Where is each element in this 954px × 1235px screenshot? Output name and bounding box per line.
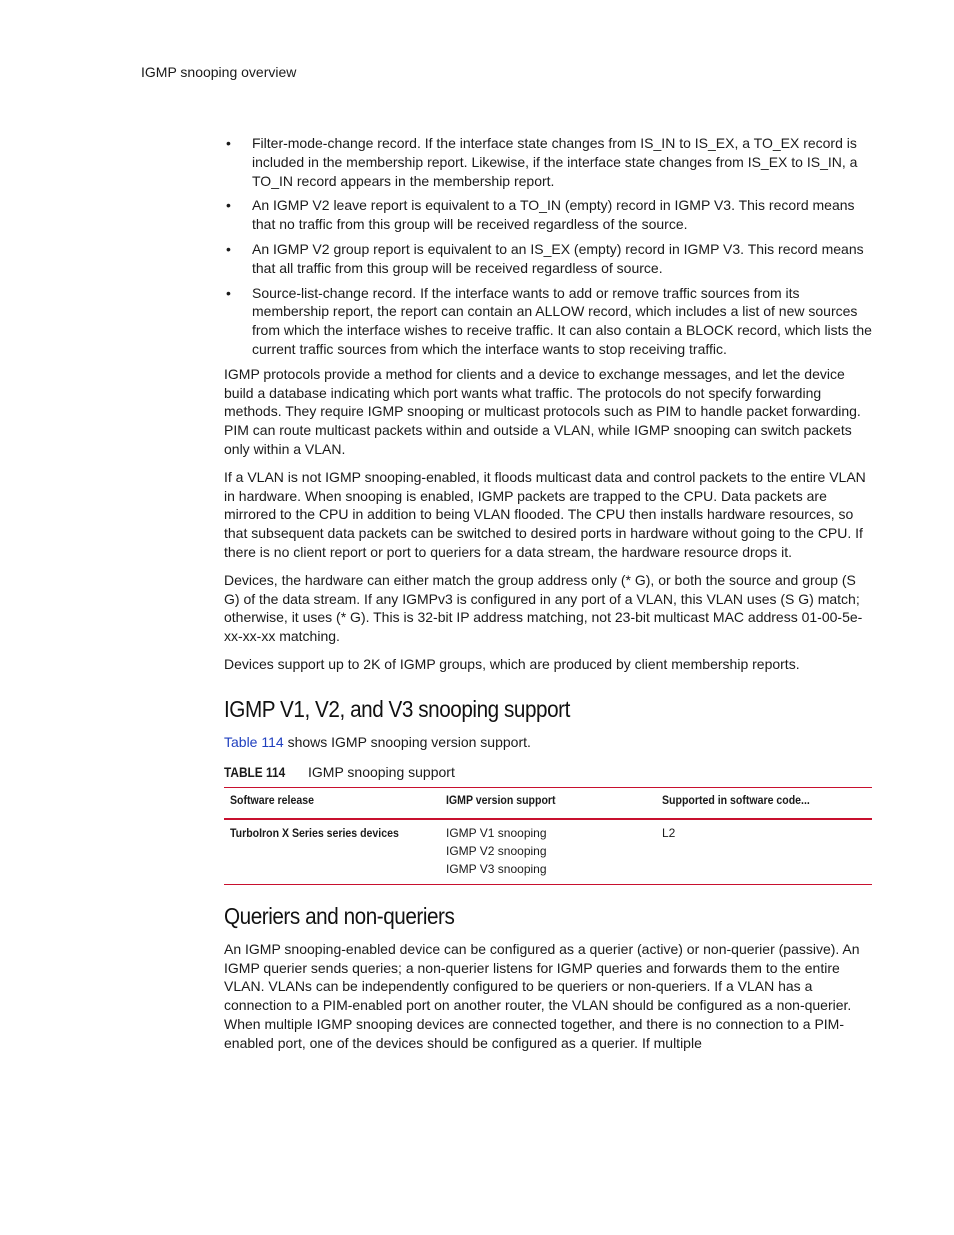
page-content	[224, 134, 872, 1061]
list-item: • Source-list-change record. If the interface wants to add or remove traffic sources from its membership report, the report can contain an ALLOW record, which includes a list of new sources from which the interface wishes to receive traffic. It can also contain a BLOCK record, which lists the current traffic sources from which the interface wants to stop receiving traffic.	[224, 284, 872, 359]
table-label: TABLE 114	[224, 765, 286, 781]
cell-igmp-version	[440, 819, 656, 885]
table-reference-text: shows IGMP snooping version support.	[283, 733, 531, 750]
version-item: IGMP V1 snooping	[446, 825, 547, 840]
igmp-snooping-support-table	[224, 787, 872, 885]
column-header-software-release: Software release	[224, 788, 440, 819]
table-header-row	[224, 788, 872, 819]
version-item: IGMP V3 snooping	[446, 861, 547, 876]
cell-software-release: TurboIron X Series series devices	[224, 819, 440, 885]
column-header-igmp-version: IGMP version support	[440, 788, 656, 819]
list-item: • An IGMP V2 leave report is equivalent to a TO_IN (empty) record in IGMP V3. This record means that no traffic from this group will be received regardless of the source.	[224, 196, 872, 234]
table-row	[224, 819, 872, 885]
running-header: IGMP snooping overview	[141, 64, 297, 80]
list-item: • Filter-mode-change record. If the interface state changes from IS_IN to IS_EX, a TO_EX record is included in the membership report. Likewise, if the interface state changes from IS_EX to IS_IN, a TO_IN record appears in the membership report.	[224, 134, 872, 190]
paragraph: Devices, the hardware can either match the group address only (* G), or both the source and group (S G) of the data stream. If any IGMPv3 is configured in any port of a VLAN, this VLAN uses (S G) match; otherwise, it uses (* G). This is 32-bit IP address matching, not 23-bit multicast MAC address 01-00-5e-xx-xx-xx matching.	[224, 571, 863, 645]
section-heading-queriers: Queriers and non-queriers	[224, 902, 455, 929]
section-heading-snooping-support: IGMP V1, V2, and V3 snooping support	[224, 695, 570, 722]
list-item: • An IGMP V2 group report is equivalent to an IS_EX (empty) record in IGMP V3. This record means that all traffic from this group will be received regardless of source.	[224, 240, 872, 278]
version-item: IGMP V2 snooping	[446, 843, 547, 858]
table-caption	[224, 763, 872, 783]
column-header-supported-code: Supported in software code...	[656, 788, 872, 819]
table-reference-paragraph	[224, 733, 872, 752]
paragraph: An IGMP snooping-enabled device can be configured as a querier (active) or non-querier (passive). An IGMP querier sends queries; a non-querier listens for IGMP queries and forwards them to the entire VLAN. VLANs can be independently configured to be queriers or non-queriers. If a VLAN has a connection to a PIM-enabled port on another router, the VLAN should be configured as a non-querier. When multiple IGMP snooping devices are connected together, and there is no connection to a PIM-enabled port, one of the devices should be configured as a querier. If multiple	[224, 940, 860, 1051]
paragraph: Devices support up to 2K of IGMP groups, which are produced by client membership reports.	[224, 655, 800, 672]
bullet-list	[224, 134, 872, 359]
table-114-link[interactable]: Table 114	[224, 733, 284, 750]
table-title: IGMP snooping support	[308, 764, 455, 781]
paragraph: If a VLAN is not IGMP snooping-enabled, it floods multicast data and control packets to the entire VLAN in hardware. When snooping is enabled, IGMP packets are trapped to the CPU. Data packets are mirrored to the CPU in addition to being VLAN flooded. The CPU then installs hardware resources, so that subsequent data packets can be switched to desired ports in hardware without going to the CPU. If there is no client report or port to queriers for a data stream, the hardware resource drops it.	[224, 468, 866, 560]
cell-supported-code: L2	[656, 819, 872, 885]
paragraph: IGMP protocols provide a method for clients and a device to exchange messages, and let the device build a database indicating which port wants what traffic. The protocols do not specify forwarding methods. They require IGMP snooping or multicast protocols such as PIM to handle packet forwarding. PIM can route multicast packets within and outside a VLAN, while IGMP snooping can switch packets only within a VLAN.	[224, 365, 861, 457]
